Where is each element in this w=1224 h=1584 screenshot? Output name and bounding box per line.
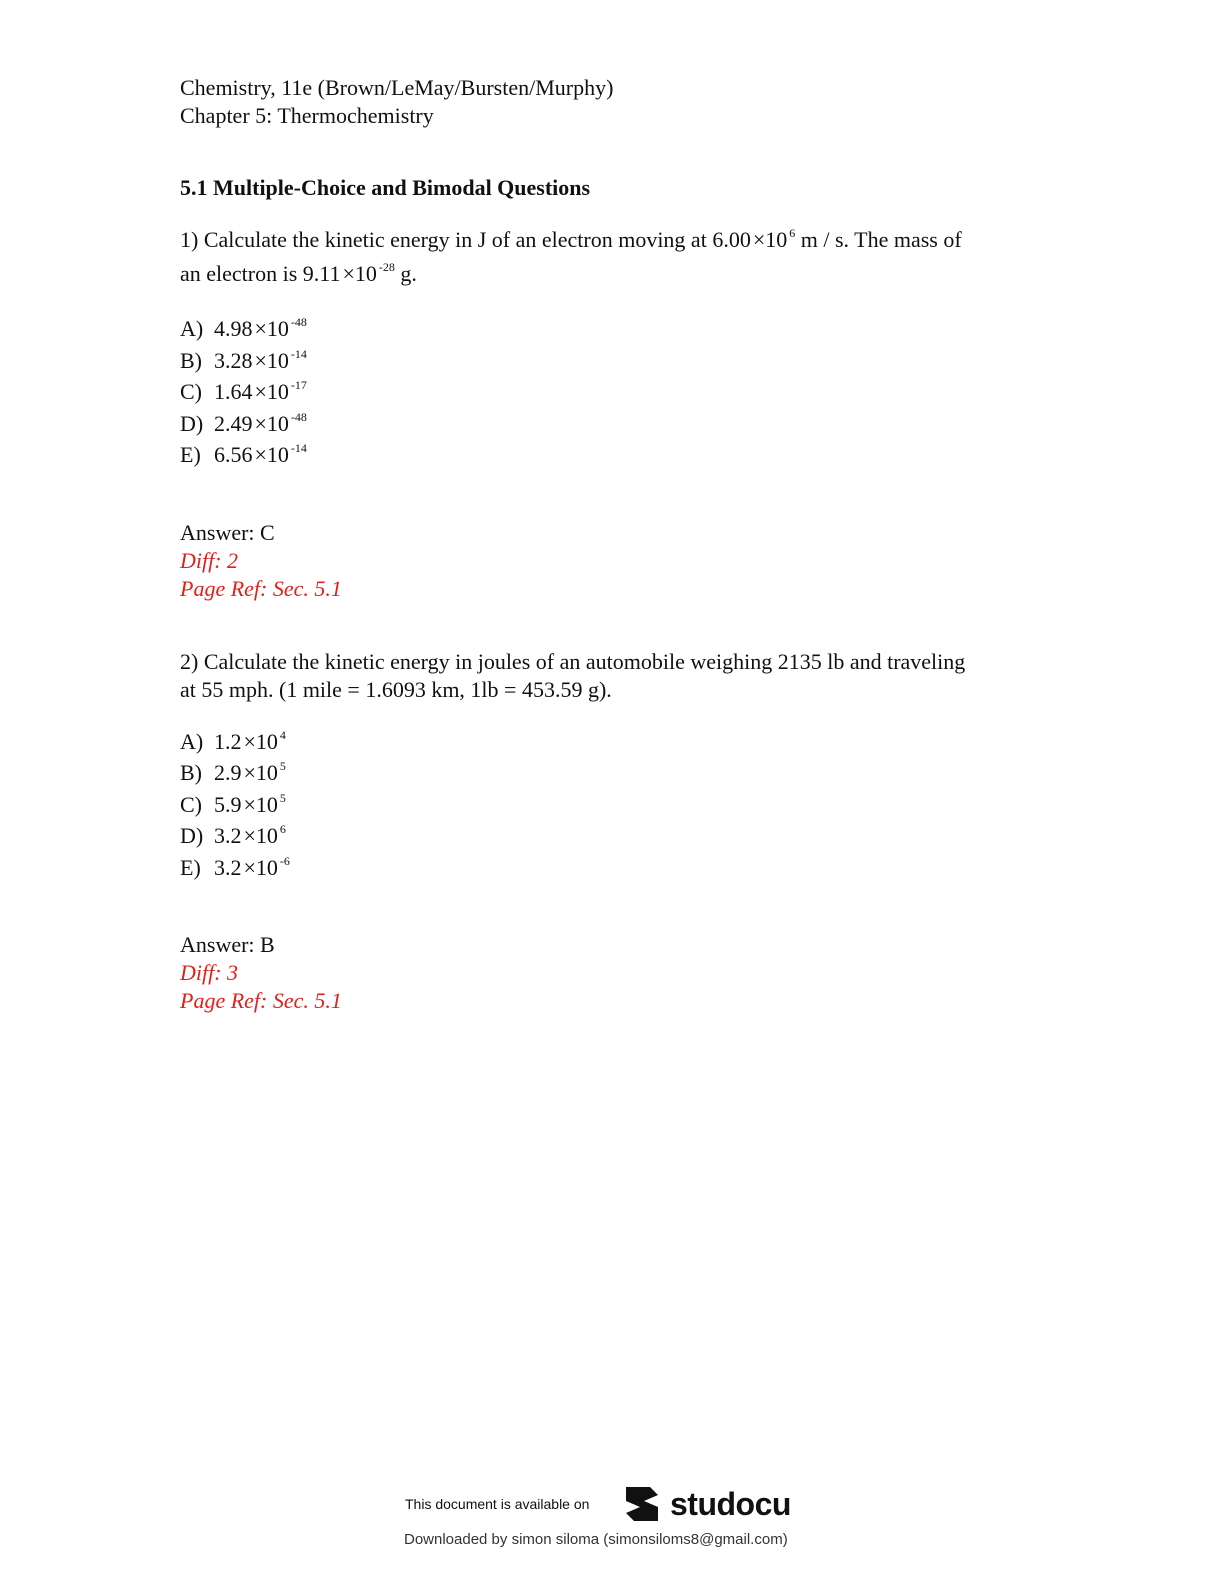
section-title: 5.1 Multiple-Choice and Bimodal Questions	[180, 175, 591, 200]
page-ref: Page Ref: Sec. 5.1	[180, 988, 342, 1013]
choice-2c: C) 5.9×10 $^5$	[180, 790, 286, 817]
choice-2e: E) 3.2×10 $^{-6}$	[180, 853, 290, 880]
choice-1c: C) 1.64×10 $^{-17}$	[180, 378, 307, 404]
answer: Answer: C	[180, 519, 275, 545]
question-2-text: 2) Calculate the kinetic energy in joules of an automobile weighing 2135 lb and traveling at 55 mph. (1 mile = 1.6093 km, 1lb = 453.59 g).	[180, 648, 966, 702]
page-ref: Page Ref: Sec. 5.1	[180, 575, 342, 601]
studocu-wordmark: studocu	[670, 1485, 791, 1522]
question-2-answer-block	[180, 931, 1040, 1015]
question-1-answer-block	[180, 519, 1040, 603]
book-title: Chemistry, 11e (Brown/LeMay/Bursten/Murphy)	[180, 75, 614, 100]
mass-value: 9.11×10 $^{-28}$ g	[302, 260, 412, 286]
choice-2b: B) 2.9×10 $^5$	[180, 759, 286, 785]
velocity-value: 6.00×10 $^6$ m / s	[712, 226, 844, 252]
choice-1a: A) 4.98×10 $^{-48}$	[180, 315, 307, 341]
choice-2a: A) 1.2×10 $^4$	[180, 727, 286, 754]
footer-downloaded-text: Downloaded by simon siloma (simonsiloms8@gmail.com)	[404, 1531, 788, 1548]
choice-1d: D) 2.49×10 $^{-48}$	[180, 409, 307, 436]
answer: Answer: B	[180, 932, 275, 957]
document-page	[180, 74, 1040, 1015]
choice-1e: E) 6.56×10 $^{-14}$	[180, 441, 307, 467]
question-1-choices	[180, 313, 1040, 471]
choice-1b: B) 3.28×10 $^{-14}$	[180, 346, 307, 373]
choice-2d: D) 3.2×10 $^6$	[180, 822, 286, 848]
footer-available-text: This document is available on	[405, 1496, 590, 1512]
studocu-logo-icon	[620, 1481, 664, 1527]
question-2-choices	[180, 726, 1040, 884]
difficulty: Diff: 2	[180, 547, 239, 573]
studocu-logo[interactable]	[620, 1480, 791, 1528]
difficulty: Diff: 3	[180, 960, 239, 985]
question-1-text: 1) Calculate the kinetic energy in J of an electron moving at 6.00×10 $^6$ m / s. The mass of an electron is 9.11×10 $^{-28}$ g.	[180, 226, 962, 286]
chapter-title: Chapter 5: Thermochemistry	[180, 103, 434, 128]
